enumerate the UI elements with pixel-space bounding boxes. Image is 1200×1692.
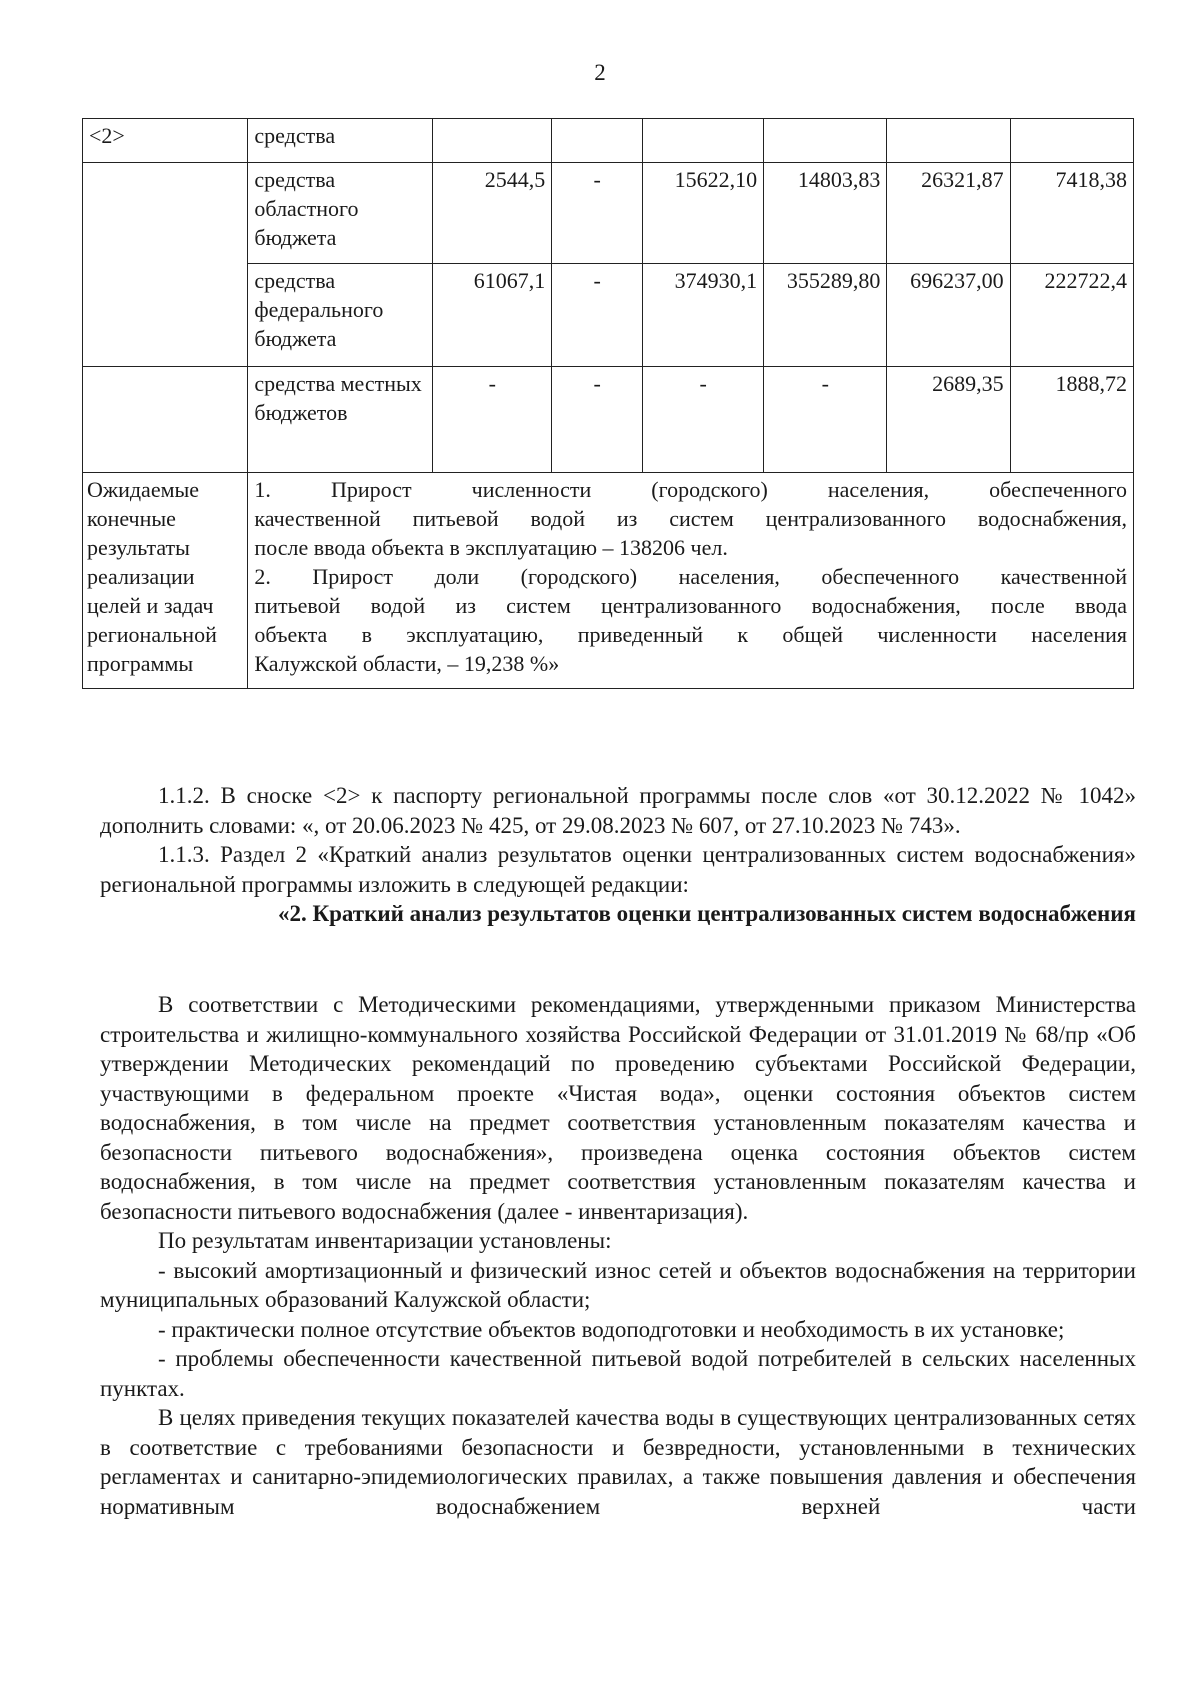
- table-cell-value: 61067,1: [433, 264, 552, 367]
- table-cell-value: -: [552, 163, 643, 264]
- bullet-item: - высокий амортизационный и физический износ сетей и объектов водоснабжения на территории муниципальных образований Калужской области;: [100, 1257, 1136, 1312]
- table-cell-value: -: [764, 367, 887, 473]
- paragraph-results-intro: По результатам инвентаризации установлены:: [158, 1228, 612, 1253]
- analysis-section: [100, 990, 1136, 1521]
- table-cell-value: 696237,00: [887, 264, 1010, 367]
- table-cell-value: -: [552, 264, 643, 367]
- table-cell-value: -: [433, 367, 552, 473]
- table-cell-value: 374930,1: [643, 264, 764, 367]
- results-line: после ввода объекта в эксплуатацию – 138206 чел.: [254, 535, 728, 560]
- table-cell-value: [552, 119, 643, 163]
- section-heading: «2. Краткий анализ результатов оценки централизованных систем водоснабжения: [277, 901, 1136, 926]
- table-row-results: [83, 473, 1134, 689]
- results-line: объекта в эксплуатацию, приведенный к общей численности населения: [254, 622, 1127, 647]
- results-line: качественной питьевой водой из систем централизованного водоснабжения,: [254, 506, 1127, 531]
- table-cell-value: 222722,4: [1010, 264, 1133, 367]
- results-line: 1. Прирост численности (городского) населения, обеспеченного: [254, 477, 1127, 502]
- table-cell-value: 15622,10: [643, 163, 764, 264]
- table-cell-value: 1888,72: [1010, 367, 1133, 473]
- paragraph-1-1-2: 1.1.2. В сноске <2> к паспорту региональной программы после слов «от 30.12.2022 № 1042» дополнить словами: «, от 20.06.2023 № 425, от 29.08.2023 № 607, от 27.10.2023 № 743».: [100, 783, 1136, 838]
- amendments-section: [100, 781, 1136, 929]
- table-cell-value: 2544,5: [433, 163, 552, 264]
- paragraph-1-1-3: 1.1.3. Раздел 2 «Краткий анализ результатов оценки централизованных систем водоснабжения» региональной программы изложить в следующей редакции:: [100, 842, 1136, 897]
- table-cell-value: 355289,80: [764, 264, 887, 367]
- table-cell-label: <2>: [83, 119, 248, 163]
- results-line: Калужской области, – 19,238 %»: [254, 651, 560, 676]
- table-cell-value: [643, 119, 764, 163]
- table-cell-value: 2689,35: [887, 367, 1010, 473]
- table-cell-value: 7418,38: [1010, 163, 1133, 264]
- table-row: [83, 367, 1134, 473]
- paragraph-goal: В целях приведения текущих показателей качества воды в существующих централизованных сетях в соответствие с требованиями безопасности и безвредности, установленными в технических регламентах и санитарно-эпидемиологических правилах, а также повышения давления и обеспечения нормативным водоснабжением верхней части: [100, 1405, 1136, 1519]
- table-row: [83, 163, 1134, 264]
- table-cell-value: [1010, 119, 1133, 163]
- paragraph-method: В соответствии с Методическими рекомендациями, утвержденными приказом Министерства строительства и жилищно-коммунального хозяйства Российской Федерации от 31.01.2019 № 68/пр «Об утверждении Методических рекомендаций по проведению субъектами Российской Федерации, участвующими в федеральном проекте «Чистая вода», оценки состояния объектов систем водоснабжения, в том числе на предмет соответствия установленным показателям качества и безопасности питьевого водоснабжения», произведена оценка состояния объектов систем водоснабжения, в том числе на предмет соответствия установленным показателям качества и безопасности питьевого водоснабжения (далее - инвентаризация).: [100, 992, 1136, 1224]
- results-text: [248, 473, 1134, 689]
- bullet-item: - практически полное отсутствие объектов водоподготовки и необходимость в их установке;: [158, 1316, 1065, 1342]
- results-line: 2. Прирост доли (городского) населения, обеспеченного качественной: [254, 564, 1127, 589]
- passport-table: [82, 118, 1134, 689]
- table-cell-value: [887, 119, 1010, 163]
- table-cell-source: средства местных бюджетов: [248, 367, 433, 473]
- table-cell-value: 26321,87: [887, 163, 1010, 264]
- page-number: 2: [594, 60, 606, 85]
- table-cell-value: [764, 119, 887, 163]
- table-cell-value: 14803,83: [764, 163, 887, 264]
- table-cell-label: [83, 163, 248, 367]
- table-cell-value: [433, 119, 552, 163]
- table-cell-source: средства областного бюджета: [248, 163, 433, 264]
- table-cell-value: -: [552, 367, 643, 473]
- results-label: Ожидаемые конечные результаты реализации целей и задач региональной программы: [83, 473, 248, 689]
- results-line: питьевой водой из систем централизованного водоснабжения, после ввода: [254, 593, 1127, 618]
- table-cell-value: -: [643, 367, 764, 473]
- table-cell-source: средства: [248, 119, 433, 163]
- table-row: [83, 119, 1134, 163]
- table-cell-label: [83, 367, 248, 473]
- table-cell-source: средства федерального бюджета: [248, 264, 433, 367]
- bullet-item: - проблемы обеспеченности качественной питьевой водой потребителей в сельских населенных пунктах.: [100, 1346, 1136, 1401]
